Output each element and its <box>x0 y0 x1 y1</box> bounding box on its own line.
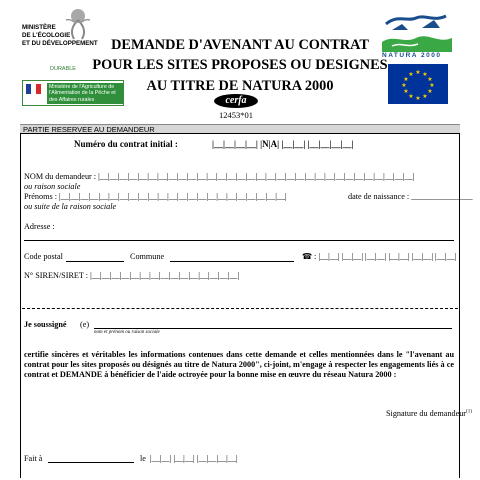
raison-sociale-label: ou raison sociale <box>24 182 81 191</box>
fait-a-input[interactable] <box>48 462 134 463</box>
natura-logo-text: NATURA 2000 <box>382 52 442 59</box>
contract-number-field[interactable]: |__|__|__|__| |N|A| |__|__| |__|__|__|__| <box>212 139 354 149</box>
signature-label-text: Signature du demandeur <box>386 409 467 418</box>
cerfa-number: 12453*01 <box>219 110 253 120</box>
document-title-line-3: AU TITRE DE NATURA 2000 <box>146 78 334 94</box>
svg-text:★: ★ <box>403 76 409 83</box>
applicant-form-box <box>20 133 460 478</box>
svg-text:★: ★ <box>415 69 421 76</box>
svg-text:★: ★ <box>403 88 409 95</box>
cerfa-logo: cerfa <box>214 94 258 108</box>
fait-a-label: Fait à <box>24 454 43 463</box>
section-header: PARTIE RESERVEE AU DEMANDEUR <box>20 124 460 133</box>
signature-label <box>386 409 472 418</box>
raison-sociale-suite-label: ou suite de la raison sociale <box>24 202 117 211</box>
soussigne-label: Je soussigné <box>24 320 67 329</box>
agriculture-logo-text: Ministère de l'Agriculture de l'Alimentation de la Pêche et des Affaires rurales <box>47 83 123 104</box>
svg-text:★: ★ <box>422 93 428 100</box>
address-line[interactable] <box>24 240 454 241</box>
date-le-label: le <box>140 454 146 463</box>
signature-footnote-marker: (1) <box>466 409 472 415</box>
ministry-line-1: MINISTÈRE <box>22 24 56 31</box>
svg-text:★: ★ <box>415 95 421 102</box>
soussigne-hint: nom et prénom ou raison sociale <box>94 330 160 335</box>
svg-text:★: ★ <box>408 93 414 100</box>
svg-text:★: ★ <box>408 71 414 78</box>
document-title-line-1: DEMANDE D'AVENANT AU CONTRAT <box>111 37 369 53</box>
telephone-icon: ☎ <box>302 251 313 261</box>
document-title-line-2: POUR LES SITES PROPOSES OU DESIGNES <box>92 57 388 73</box>
soussigne-suffix: (e) <box>80 320 90 329</box>
svg-text:★: ★ <box>427 76 433 83</box>
birth-date-field[interactable]: date de naissance : _______________ <box>348 192 473 201</box>
section-divider <box>22 308 458 309</box>
postal-code-input[interactable] <box>66 261 124 262</box>
siren-siret-field[interactable]: N° SIREN/SIRET : |__|__|__|__|__|__|__|__|__|__|__|__|__|__|__| <box>24 271 240 280</box>
applicant-name-field[interactable]: NOM du demandeur : |__|__|__|__|__|__|__|__|__|__|__|__|__|__|__|__|__|__|__|__|__|__|__|__|__|__|__|__|__|__|__|__| <box>24 172 415 181</box>
ministry-line-2: DE L'ÉCOLOGIE <box>22 32 71 39</box>
svg-text:★: ★ <box>427 88 433 95</box>
ministry-line-3: ET DU DÉVELOPPEMENT <box>22 40 98 47</box>
postal-code-label: Code postal <box>24 252 63 261</box>
telephone-field[interactable]: : |__|__| |__|__| |__|__| |__|__| |__|__| |__|__| <box>314 252 457 261</box>
ministry-tagline: DURABLE <box>50 66 76 72</box>
first-names-field[interactable]: Prénoms : |__|__|__|__|__|__|__|__|__|__|__|__|__|__|__|__|__|__|__|__|__|__|__| <box>24 192 287 201</box>
soussigne-name-input[interactable] <box>94 328 452 329</box>
contract-number-label: Numéro du contrat initial : <box>74 139 178 149</box>
svg-text:★: ★ <box>401 82 407 89</box>
svg-text:★: ★ <box>422 71 428 78</box>
signature-date-field[interactable]: |__|__| |__|__| |__|__|__|__| <box>150 454 238 463</box>
certification-statement: certifie sincères et véritables les informations contenues dans cette demande et celles mentionnées dans le "l'avenant au contrat pour les sites proposés ou désignés au titre de Natura 2000", ci-joint, m'engage à respecter les engagements liés à ce contrat et DEMANDE à bénéficier de l'aide octroyée pour la bonne mise en œuvre du réseau Natura 2000 : <box>24 350 454 379</box>
address-label: Adresse : <box>24 222 55 231</box>
svg-text:★: ★ <box>429 82 435 89</box>
commune-label: Commune <box>130 252 165 261</box>
commune-input[interactable] <box>170 261 294 262</box>
